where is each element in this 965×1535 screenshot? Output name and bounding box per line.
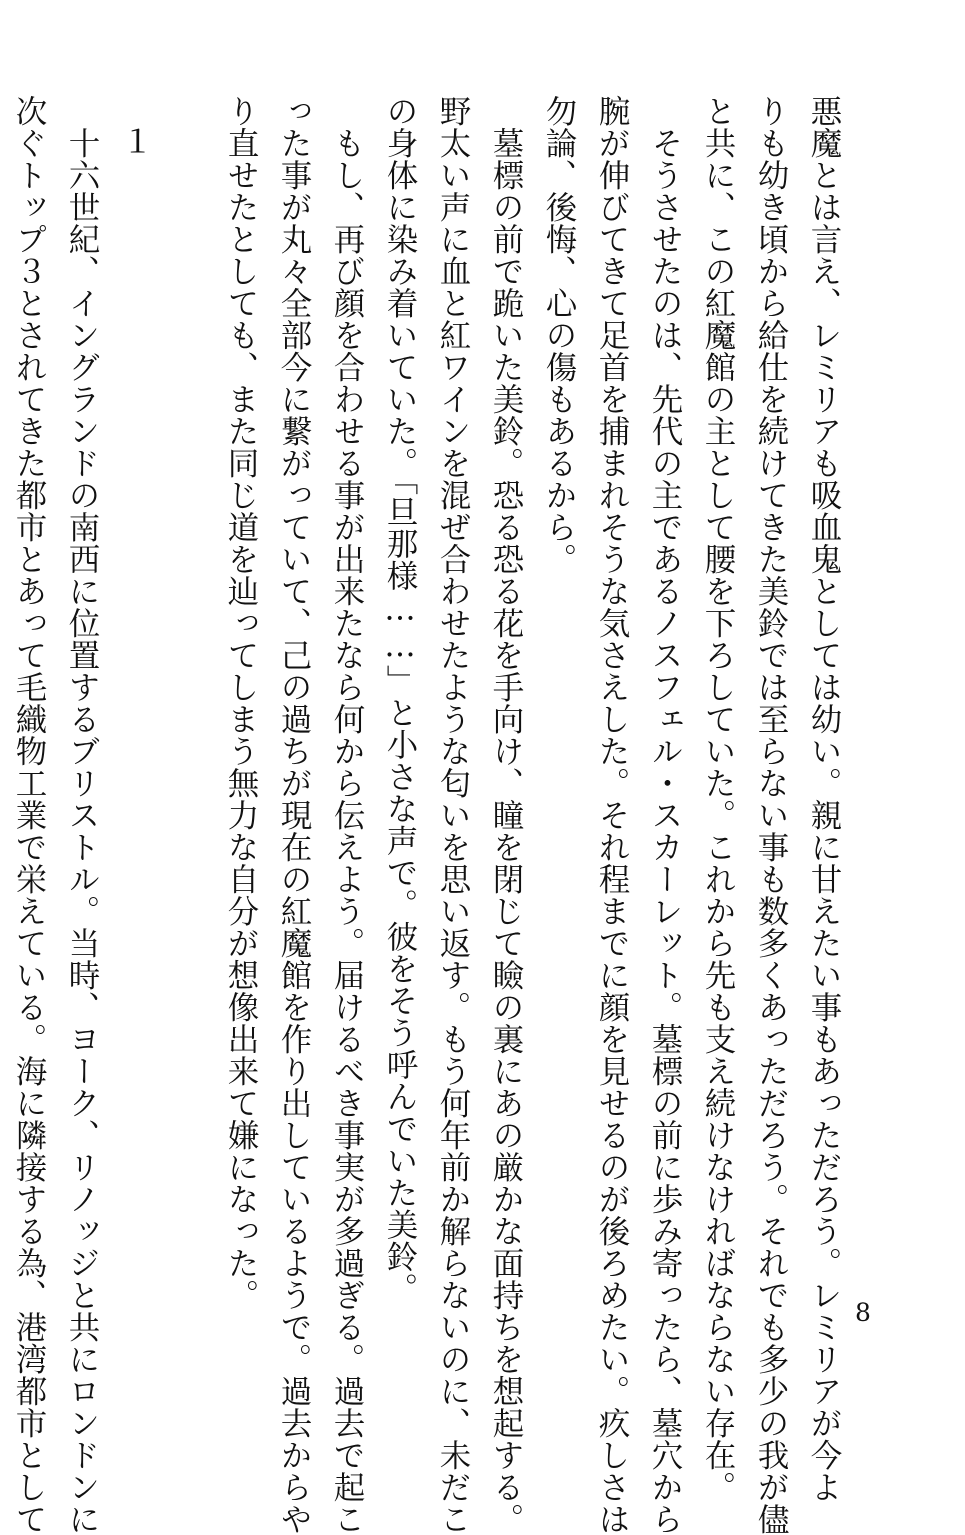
section-heading: １ [117, 125, 153, 157]
page-number: 8 [855, 1298, 871, 1327]
vertical-text-body [2, 95, 850, 1535]
blank-line [161, 95, 214, 1295]
text-line: 墓標の前で跪いた美鈴。恐る恐る花を手向け、瞳を閉じて瞼の裏にあの厳かな面持ちを想起する。 [488, 127, 524, 1535]
text-line: の身体に染み着いていた。「旦那様……」と小さな声で。彼をそう呼んでいた美鈴。 [382, 95, 418, 1305]
text-line: 勿論、後悔、心の傷もあるから。 [541, 95, 577, 575]
text-line: り直せたとしても、また同じ道を辿ってしまう無力な自分が想像出来て嫌になった。 [223, 95, 259, 1311]
text-line: 次ぐトップ３とされてきた都市とあって毛織物工業で栄えている。海に隣接する為、港湾都市として [11, 95, 47, 1535]
text-line: もし、再び顔を合わせる事が出来たなら何から伝えよう。届けるべき事実が多過ぎる。過去で起こ [329, 127, 365, 1535]
text-line: そうさせたのは、先代の主であるノスフェル・スカーレット。墓標の前に歩み寄ったら、墓穴から [647, 127, 683, 1535]
text-line: 悪魔とは言え、レミリアも吸血鬼としては幼い。親に甘えたい事もあっただろう。レミリアが今よ [806, 95, 842, 1503]
text-line: りも幼き頃から給仕を続けてきた美鈴では至らない事も数多くあっただろう。それでも多少の我が儘 [753, 95, 789, 1535]
text-line: 十六世紀、イングランドの南西に位置するブリストル。当時、ヨーク、リノッジと共にロンドンに [64, 127, 100, 1535]
text-line: った事が丸々全部今に繋がっていて、己の過ちが現在の紅魔館を作り出しているようで。過去からや [276, 95, 312, 1535]
text-line: と共に、この紅魔館の主として腰を下ろしていた。これから先も支え続けなければならない存在。 [700, 95, 736, 1503]
text-line: 腕が伸びてきて足首を捕まれそうな気さえした。それ程までに顔を見せるのが後ろめたい。疚しさは [594, 95, 630, 1535]
text-line: 野太い声に血と紅ワインを混ぜ合わせたような匂いを思い返す。もう何年前か解らないのに、未だこ [435, 95, 471, 1535]
